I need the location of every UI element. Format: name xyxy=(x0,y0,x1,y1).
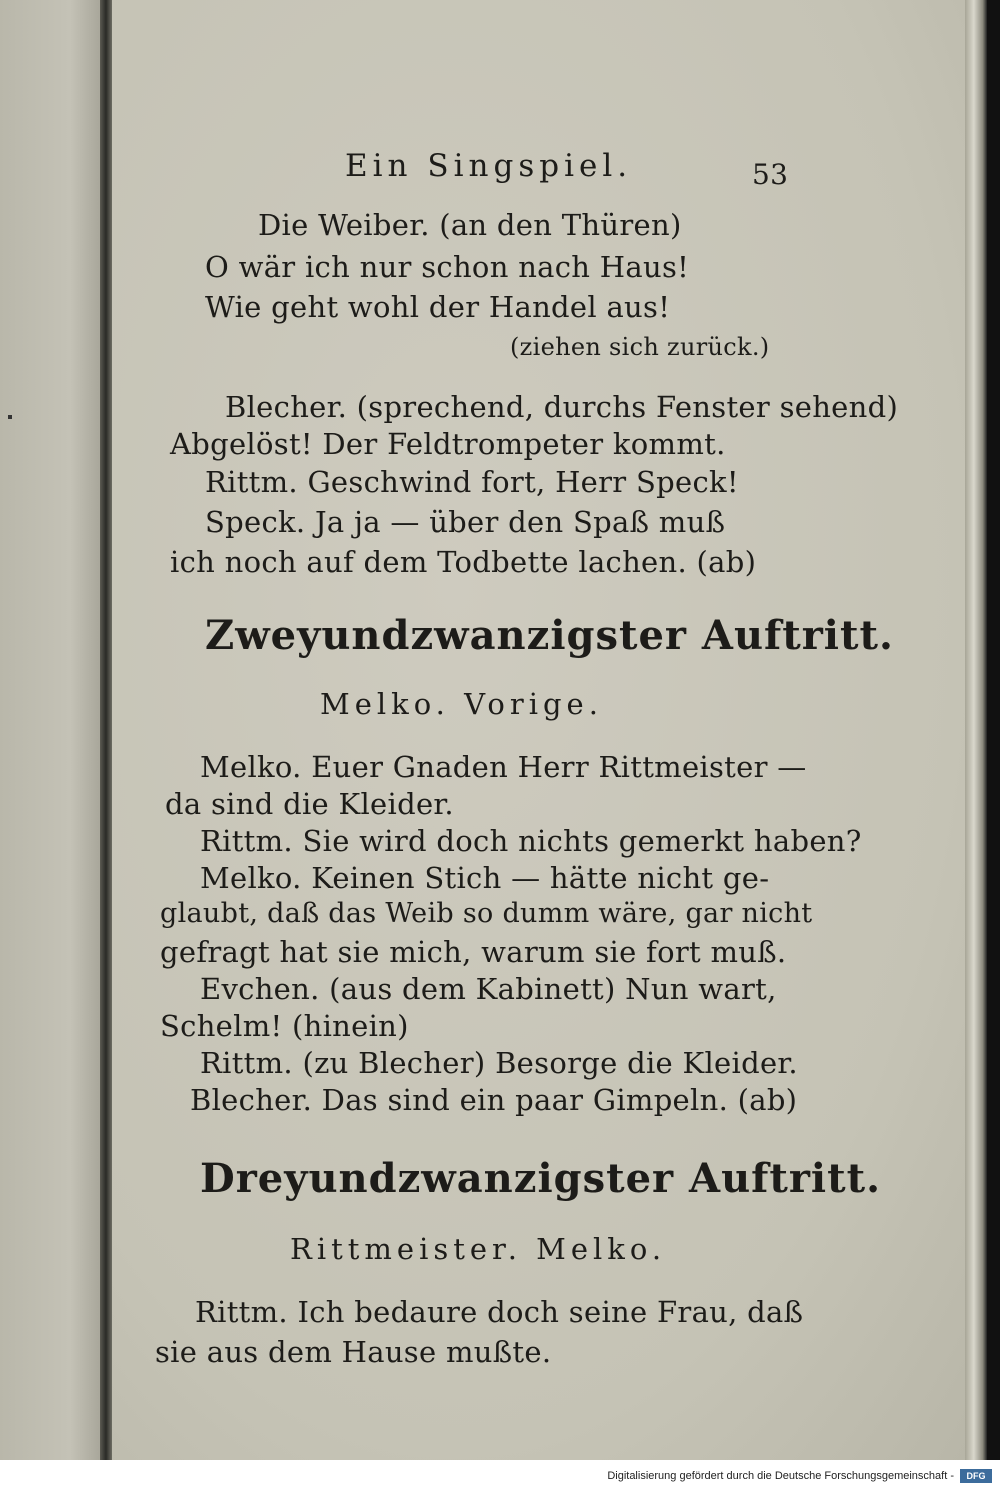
character-list: Melko. Vorige. xyxy=(320,687,603,721)
text-line: Evchen. (aus dem Kabinett) Nun wart, xyxy=(200,972,777,1006)
scene-heading: Zweyundzwanzigster Auftritt. xyxy=(205,612,894,659)
text-line: Melko. Euer Gnaden Herr Rittmeister — xyxy=(200,750,807,784)
text-line: da sind die Kleider. xyxy=(165,787,454,821)
text-line: Schelm! (hinein) xyxy=(160,1009,409,1043)
stray-mark xyxy=(8,415,12,419)
text-line: Wie geht wohl der Handel aus! xyxy=(205,290,671,324)
funding-credit: Digitalisierung gefördert durch die Deutsche Forschungsgemeinschaft - xyxy=(607,1470,954,1482)
book-gutter xyxy=(100,0,112,1460)
text-line: glaubt, daß das Weib so dumm wäre, gar nicht xyxy=(160,898,813,929)
scene-heading: Dreyundzwanzigster Auftritt. xyxy=(200,1155,882,1202)
text-line: Speck. Ja ja — über den Spaß muß xyxy=(205,505,726,539)
text-line: Rittm. (zu Blecher) Besorge die Kleider. xyxy=(200,1046,798,1080)
text-line: sie aus dem Hause mußte. xyxy=(155,1335,552,1369)
text-line: ich noch auf dem Todbette lachen. (ab) xyxy=(170,545,757,579)
character-list: Rittmeister. Melko. xyxy=(290,1232,667,1266)
text-line: Die Weiber. (an den Thüren) xyxy=(258,208,682,242)
stage-direction: (ziehen sich zurück.) xyxy=(510,333,770,361)
running-head: Ein Singspiel. xyxy=(345,148,633,184)
page-number: 53 xyxy=(752,158,789,191)
text-line: Rittm. Sie wird doch nichts gemerkt haben? xyxy=(200,824,862,858)
footer-bar xyxy=(0,1460,1000,1493)
text-line: Rittm. Geschwind fort, Herr Speck! xyxy=(205,465,739,499)
text-line: gefragt hat sie mich, warum sie fort muß. xyxy=(160,935,787,969)
facing-page-edge xyxy=(0,0,100,1460)
dfg-logo: DFG xyxy=(960,1469,992,1483)
text-line: O wär ich nur schon nach Haus! xyxy=(205,250,690,284)
text-line: Blecher. Das sind ein paar Gimpeln. (ab) xyxy=(190,1083,798,1117)
text-line: Rittm. Ich bedaure doch seine Frau, daß xyxy=(195,1295,804,1329)
page-edge xyxy=(965,0,987,1460)
text-line: Melko. Keinen Stich — hätte nicht ge- xyxy=(200,861,770,895)
text-line: Blecher. (sprechend, durchs Fenster sehend) xyxy=(225,390,899,424)
text-line: Abgelöst! Der Feldtrompeter kommt. xyxy=(170,427,726,461)
